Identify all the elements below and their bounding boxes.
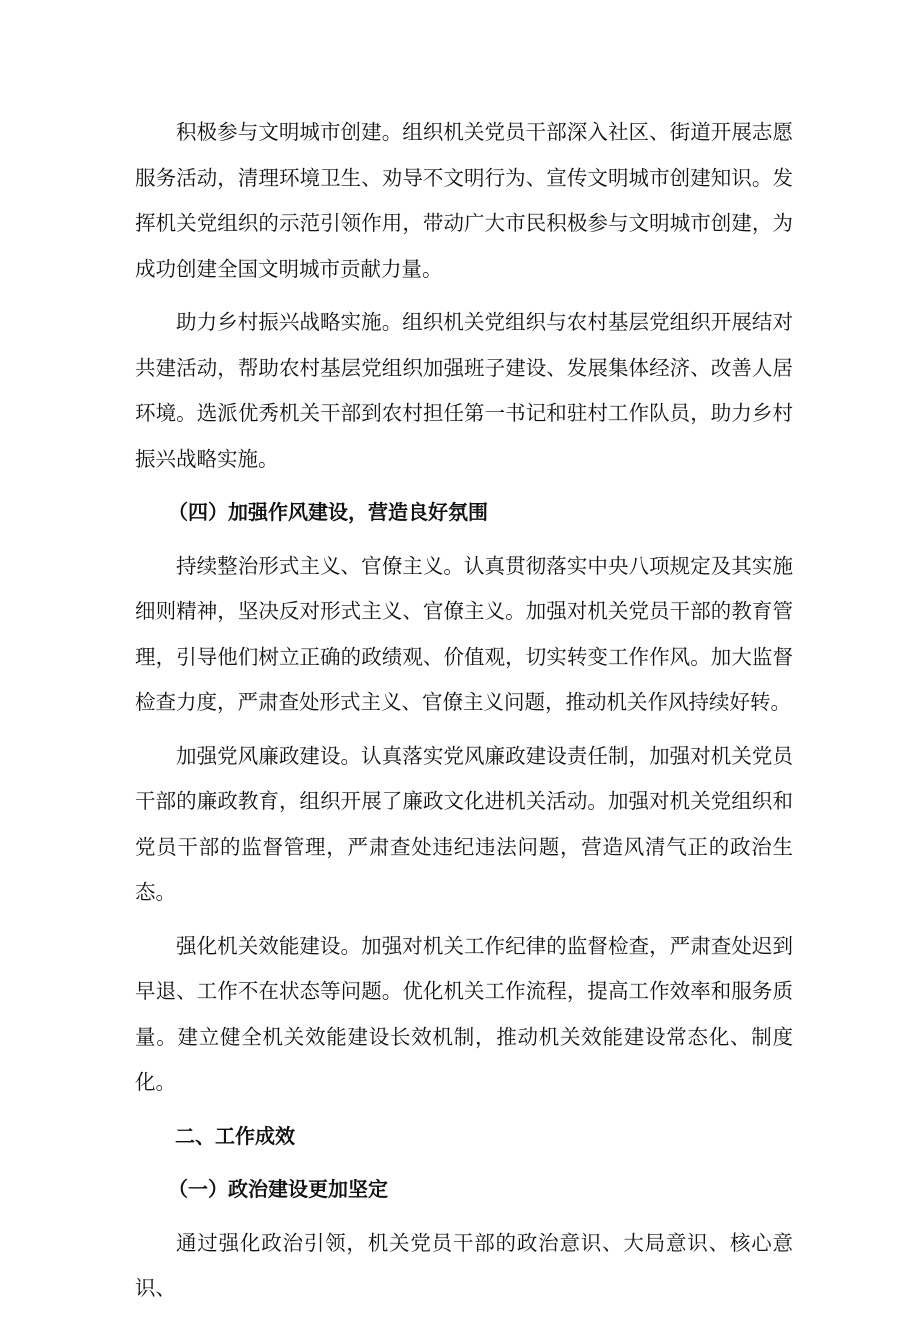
paragraph-formalism: 持续整治形式主义、官僚主义。认真贯彻落实中央八项规定及其实施细则精神，坚决反对形式主义、官僚主义。加强对机关党员干部的教育管理，引导他们树立正确的政绩观、价值观，切实转变工作作风。加大监督检查力度，严肃查处形式主义、官僚主义问题，推动机关作风持续好转。 bbox=[135, 553, 793, 714]
paragraph-political-guidance: 通过强化政治引领，机关党员干部的政治意识、大局意识、核心意识、 bbox=[135, 1230, 793, 1300]
document-body bbox=[135, 110, 793, 1320]
section-heading-work-style: （四）加强作风建设，营造良好氛围 bbox=[168, 500, 488, 524]
section-heading-political-building: （一）政治建设更加坚定 bbox=[168, 1177, 388, 1201]
paragraph-civilized-city: 积极参与文明城市创建。组织机关党员干部深入社区、街道开展志愿服务活动，清理环境卫生、劝导不文明行为、宣传文明城市创建知识。发挥机关党组织的示范引领作用，带动广大市民积极参与文明城市创建，为成功创建全国文明城市贡献力量。 bbox=[135, 120, 793, 281]
paragraph-efficiency: 强化机关效能建设。加强对机关工作纪律的监督检查，严肃查处迟到早退、工作不在状态等问题。优化机关工作流程，提高工作效率和服务质量。建立健全机关效能建设长效机制，推动机关效能建设常态化、制度化。 bbox=[135, 933, 793, 1094]
section-heading-results: 二、工作成效 bbox=[175, 1123, 295, 1148]
paragraph-integrity: 加强党风廉政建设。认真落实党风廉政建设责任制，加强对机关党员干部的廉政教育，组织开展了廉政文化进机关活动。加强对机关党组织和党员干部的监督管理，严肃查处违纪违法问题，营造风清气正的政治生态。 bbox=[135, 743, 793, 904]
paragraph-rural-revitalization: 助力乡村振兴战略实施。组织机关党组织与农村基层党组织开展结对共建活动，帮助农村基层党组织加强班子建设、发展集体经济、改善人居环境。选派优秀机关干部到农村担任第一书记和驻村工作队员，助力乡村振兴战略实施。 bbox=[135, 310, 793, 471]
